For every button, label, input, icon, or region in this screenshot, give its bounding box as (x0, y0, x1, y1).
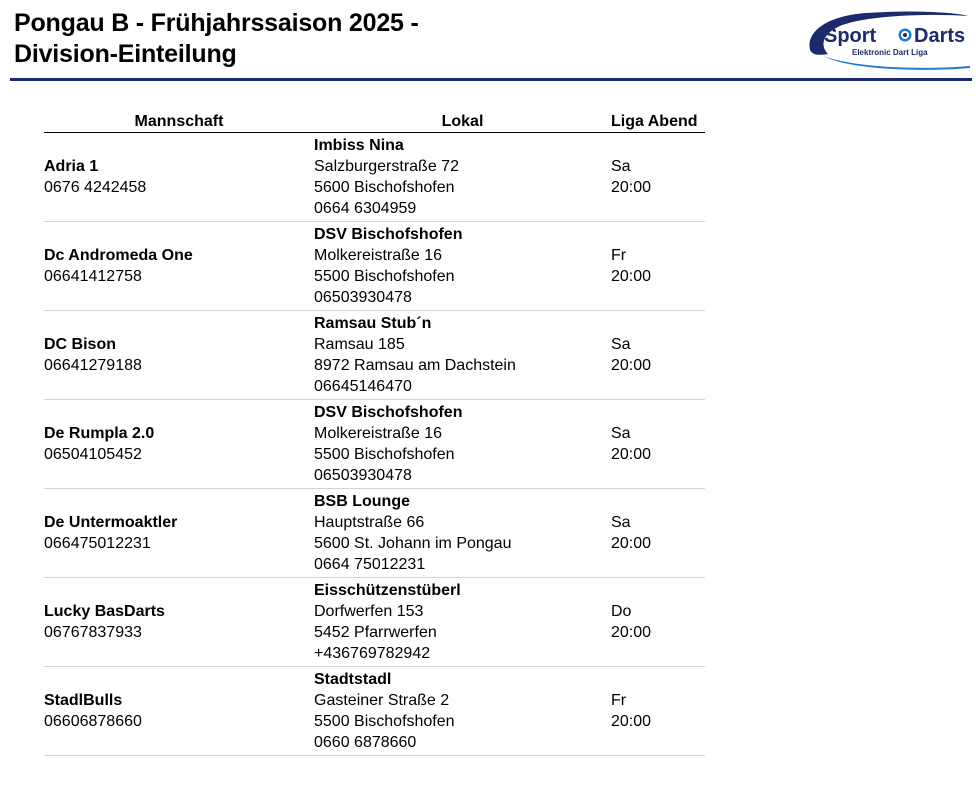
logo-swoosh-lower (824, 56, 970, 70)
venue-cell (314, 400, 611, 489)
team-phone: 06504105452 (44, 446, 142, 463)
page-title-line-1: Pongau B - Frühjahrssaison 2025 - (14, 9, 419, 37)
team-name: De Rumpla 2.0 (44, 425, 155, 442)
venue-city: 5600 St. Johann im Pongau (314, 535, 512, 552)
venue-street: Molkereistraße 16 (314, 425, 443, 442)
league-day: Sa (611, 514, 631, 531)
header-league-night: Liga Abend (611, 110, 705, 133)
venue-street: Ramsau 185 (314, 336, 405, 353)
venue-phone: 0664 75012231 (314, 556, 426, 573)
league-day: Fr (611, 692, 627, 709)
venue-street: Dorfwerfen 153 (314, 603, 424, 620)
league-day: Sa (611, 336, 631, 353)
team-cell (44, 400, 314, 489)
team-cell (44, 311, 314, 400)
league-night-cell (611, 667, 705, 756)
venue-street: Salzburgerstraße 72 (314, 158, 459, 175)
team-cell (44, 489, 314, 578)
venue-phone: +436769782942 (314, 645, 431, 662)
title-divider (10, 78, 972, 81)
venue-phone: 0664 6304959 (314, 200, 417, 217)
team-cell (44, 667, 314, 756)
league-time: 20:00 (611, 357, 652, 374)
team-phone: 06767837933 (44, 624, 142, 641)
venue-name: DSV Bischofshofen (314, 404, 463, 421)
venue-street: Hauptstraße 66 (314, 514, 425, 531)
table-row (44, 133, 705, 222)
logo-tagline: Elektronic Dart Liga (852, 48, 928, 57)
table-row (44, 311, 705, 400)
league-day: Sa (611, 158, 631, 175)
venue-name: Eisschützenstüberl (314, 582, 461, 599)
venue-city: 5452 Pfarrwerfen (314, 624, 437, 641)
team-name: Lucky BasDarts (44, 603, 165, 620)
team-cell (44, 222, 314, 311)
team-name: De Untermoaktler (44, 514, 178, 531)
page-title-line-2: Division-Einteilung (14, 40, 237, 68)
league-night-cell (611, 133, 705, 222)
venue-phone: 06503930478 (314, 289, 412, 306)
venue-cell (314, 667, 611, 756)
team-phone: 066475012231 (44, 535, 151, 552)
team-phone: 0676 4242458 (44, 179, 147, 196)
team-phone: 06606878660 (44, 713, 142, 730)
venue-city: 5500 Bischofshofen (314, 713, 455, 730)
venue-name: Stadtstadl (314, 671, 392, 688)
league-time: 20:00 (611, 268, 652, 285)
team-name: Adria 1 (44, 158, 99, 175)
table-header-row (44, 110, 705, 133)
sportdarts-logo (804, 10, 972, 70)
logo-word-sport: Sport (824, 25, 877, 47)
venue-city: 5500 Bischofshofen (314, 446, 455, 463)
league-day: Do (611, 603, 632, 620)
venue-phone: 06503930478 (314, 467, 412, 484)
venue-name: BSB Lounge (314, 493, 410, 510)
table-row (44, 578, 705, 667)
table-row (44, 489, 705, 578)
team-name: StadlBulls (44, 692, 123, 709)
league-day: Fr (611, 247, 627, 264)
venue-cell (314, 489, 611, 578)
venue-phone: 06645146470 (314, 378, 412, 395)
table-body (44, 133, 705, 756)
venue-name: DSV Bischofshofen (314, 226, 463, 243)
team-name: DC Bison (44, 336, 116, 353)
league-time: 20:00 (611, 713, 652, 730)
division-table (44, 110, 705, 756)
venue-city: 5500 Bischofshofen (314, 268, 455, 285)
league-night-cell (611, 578, 705, 667)
venue-city: 5600 Bischofshofen (314, 179, 455, 196)
table-row (44, 667, 705, 756)
venue-cell (314, 222, 611, 311)
league-time: 20:00 (611, 179, 652, 196)
venue-phone: 0660 6878660 (314, 734, 417, 751)
header-venue: Lokal (314, 110, 611, 133)
venue-street: Gasteiner Straße 2 (314, 692, 450, 709)
league-night-cell (611, 489, 705, 578)
league-time: 20:00 (611, 446, 652, 463)
venue-name: Ramsau Stub´n (314, 315, 432, 332)
dartboard-icon (899, 29, 912, 42)
venue-street: Molkereistraße 16 (314, 247, 443, 264)
header-team: Mannschaft (44, 110, 314, 133)
page-title (14, 8, 419, 70)
table-row (44, 400, 705, 489)
team-phone: 06641412758 (44, 268, 142, 285)
league-night-cell (611, 222, 705, 311)
league-night-cell (611, 311, 705, 400)
league-time: 20:00 (611, 624, 652, 641)
league-night-cell (611, 400, 705, 489)
team-name: Dc Andromeda One (44, 247, 193, 264)
team-phone: 06641279188 (44, 357, 142, 374)
venue-city: 8972 Ramsau am Dachstein (314, 357, 516, 374)
league-time: 20:00 (611, 535, 652, 552)
table-row (44, 222, 705, 311)
team-cell (44, 133, 314, 222)
league-day: Sa (611, 425, 631, 442)
venue-cell (314, 578, 611, 667)
venue-name: Imbiss Nina (314, 137, 404, 154)
venue-cell (314, 311, 611, 400)
team-cell (44, 578, 314, 667)
venue-cell (314, 133, 611, 222)
logo-word-darts: Darts (914, 25, 966, 47)
